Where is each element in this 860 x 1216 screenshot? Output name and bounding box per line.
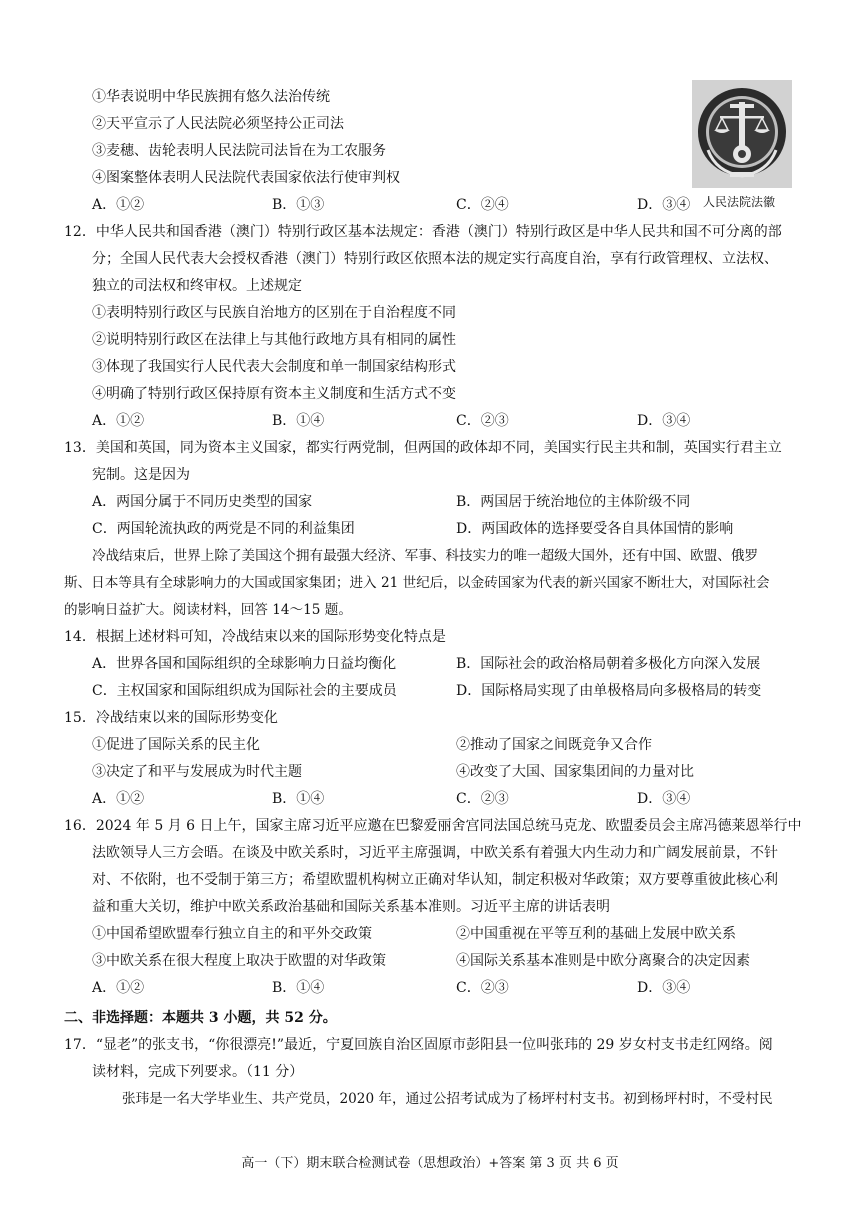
q12-option-c: C．②③	[456, 413, 509, 429]
q14-option-a: A．世界各国和国际组织的全球影响力日益均衡化	[92, 656, 397, 672]
court-emblem-icon	[692, 80, 792, 188]
q16-stem-line-1: 16．2024 年 5 月 6 日上午，国家主席习近平应邀在巴黎爱丽舍宫同法国总统马克龙、欧盟委员会主席冯德莱恩举行中	[64, 818, 802, 834]
q16-item-4: ④国际关系基本准则是中欧分离聚合的决定因素	[456, 953, 750, 969]
q15-item-4: ④改变了大国、国家集团间的力量对比	[456, 764, 694, 780]
material-line-1: 冷战结束后，世界上除了美国这个拥有最强大经济、军事、科技实力的唯一超级大国外，还有中国、欧盟、俄罗	[92, 548, 759, 564]
q12-stem-line-2: 分；全国人民代表大会授权香港（澳门）特别行政区依照本法的规定实行高度自治，享有行政管理权、立法权、	[92, 251, 778, 267]
q16-stem-line-4: 益和重大关切，维护中欧关系政治基础和国际关系基本准则。习近平主席的讲话表明	[92, 899, 610, 915]
q16-item-1: ①中国希望欧盟奉行独立自主的和平外交政策	[92, 926, 372, 942]
q13-option-a: A．两国分属于不同历史类型的国家	[92, 494, 313, 510]
q16-item-2: ②中国重视在平等互利的基础上发展中欧关系	[456, 926, 736, 942]
q12-item-3: ③体现了我国实行人民代表大会制度和单一制国家结构形式	[92, 359, 456, 375]
q15-stem: 15．冷战结束以来的国际形势变化	[64, 710, 278, 726]
q12-item-1: ①表明特别行政区与民族自治地方的区别在于自治程度不同	[92, 305, 456, 321]
q15-option-a: A．①②	[92, 791, 145, 807]
q17-stem-line-2: 读材料，完成下列要求。（11 分）	[92, 1064, 304, 1080]
q15-item-1: ①促进了国际关系的民主化	[92, 737, 260, 753]
section-heading: 二、非选择题：本题共 3 小题，共 52 分。	[64, 1010, 337, 1026]
q16-item-3: ③中欧关系在很大程度上取决于欧盟的对华政策	[92, 953, 386, 969]
q14-stem: 14．根据上述材料可知，冷战结束以来的国际形势变化特点是	[64, 629, 446, 645]
q15-option-d: D．③④	[637, 791, 691, 807]
q17-stem-line-1: 17．“显老”的张支书，“你很漂亮!”最近，宁夏回族自治区固原市彭阳县一位叫张玮的 29 岁女村支书走红网络。阅	[64, 1037, 773, 1053]
q16-stem-line-2: 法欧领导人三方会晤。在谈及中欧关系时，习近平主席强调，中欧关系有着强大内生动力和广阔发展前景，不针	[92, 845, 778, 861]
q11-item-4: ④图案整体表明人民法院代表国家依法行使审判权	[92, 170, 400, 186]
q12-stem-line-3: 独立的司法权和终审权。上述规定	[92, 278, 302, 294]
q16-option-a: A．①②	[92, 980, 145, 996]
q13-stem-line-2: 宪制。这是因为	[92, 467, 190, 483]
q15-option-b: B．①④	[272, 791, 325, 807]
q16-option-b: B．①④	[272, 980, 325, 996]
material-line-3: 的影响日益扩大。阅读材料，回答 14～15 题。	[64, 602, 352, 618]
q13-option-c: C．两国轮流执政的两党是不同的利益集团	[92, 521, 355, 537]
q16-option-c: C．②③	[456, 980, 509, 996]
q11-option-c: C．②④	[456, 197, 509, 213]
court-emblem-image	[692, 80, 792, 188]
q14-option-d: D．国际格局实现了由单极格局向多极格局的转变	[456, 683, 762, 699]
q12-item-4: ④明确了特别行政区保持原有资本主义制度和生活方式不变	[92, 386, 456, 402]
q13-option-d: D．两国政体的选择要受各自具体国情的影响	[456, 521, 734, 537]
q15-option-c: C．②③	[456, 791, 509, 807]
q11-item-3: ③麦穗、齿轮表明人民法院司法旨在为工农服务	[92, 143, 386, 159]
q14-option-c: C．主权国家和国际组织成为国际社会的主要成员	[92, 683, 397, 699]
q14-option-b: B．国际社会的政治格局朝着多极化方向深入发展	[456, 656, 761, 672]
q11-item-1: ①华表说明中华民族拥有悠久法治传统	[92, 89, 330, 105]
emblem-caption: 人民法院法徽	[703, 195, 776, 209]
q11-option-b: B．①③	[272, 197, 325, 213]
q12-option-b: B．①④	[272, 413, 325, 429]
q13-stem-line-1: 13．美国和英国，同为资本主义国家，都实行两党制，但两国的政体却不同，美国实行民主共和制，英国实行君主立	[64, 440, 782, 456]
q15-item-2: ②推动了国家之间既竞争又合作	[456, 737, 652, 753]
q15-item-3: ③决定了和平与发展成为时代主题	[92, 764, 302, 780]
q12-option-d: D．③④	[637, 413, 691, 429]
q16-option-d: D．③④	[637, 980, 691, 996]
q11-option-a: A．①②	[92, 197, 145, 213]
q11-item-2: ②天平宣示了人民法院必须坚持公正司法	[92, 116, 344, 132]
q13-option-b: B．两国居于统治地位的主体阶级不同	[456, 494, 691, 510]
q17-material-line-1: 张玮是一名大学毕业生、共产党员，2020 年，通过公招考试成为了杨坪村村支书。初到杨坪村时，不受村民	[122, 1091, 773, 1107]
q12-option-a: A．①②	[92, 413, 145, 429]
material-line-2: 斯、日本等具有全球影响力的大国或国家集团；进入 21 世纪后，以金砖国家为代表的新兴国家不断壮大，对国际社会	[64, 575, 770, 591]
q11-option-d: D．③④	[637, 197, 691, 213]
page-footer: 高一（下）期末联合检测试卷（思想政治）+答案 第 3 页 共 6 页	[241, 1156, 619, 1171]
q12-item-2: ②说明特别行政区在法律上与其他行政地方具有相同的属性	[92, 332, 456, 348]
q16-stem-line-3: 对、不依附，也不受制于第三方；希望欧盟机构树立正确对华认知，制定积极对华政策；双方要尊重彼此核心利	[92, 872, 778, 888]
q12-stem-line-1: 12．中华人民共和国香港（澳门）特别行政区基本法规定：香港（澳门）特别行政区是中华人民共和国不可分离的部	[64, 224, 782, 240]
